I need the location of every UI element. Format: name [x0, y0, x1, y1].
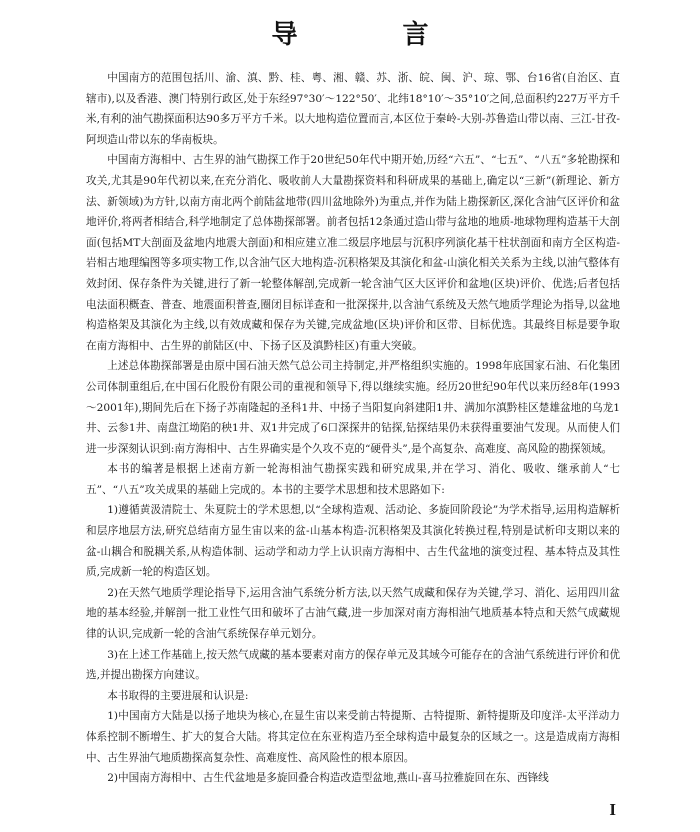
paragraph-thought-3: 3)在上述工作基础上,按天然气成藏的基本要素对南方的保存单元及其域今可能存在的含油气系统进行评价和优选,并提出勘探方向建议。	[86, 648, 620, 682]
paragraph-deployment: 上述总体勘探部署是由原中国石油天然气总公司主持制定,并严格组织实施的。1998年底国家石油、石化集团公司体制重组后,在中国石化股份有限公司的重视和领导下,得以继续实施。经历20世纪90年代以来历经8年(1993～2001年),期间先后在下扬子苏南隆起的圣科1井、中扬子当阳复向斜建阳1井、满加尔滇黔桂区楚雄盆地的乌龙1井、云参1井、南盘江坳陷的秧1井、双1井完成了6口深探井的钻探,钻探结果仍未获得重要油气发现。从而使人们进一步深刻认识到:南方海相中、古生界确实是个久攻不克的“硬骨头”,是个高复杂、高难度、高风险的勘探领域。	[86, 360, 620, 455]
paragraph-thought-2: 2)在天然气地质学理论指导下,运用含油气系统分析方法,以天然气成藏和保存为关键,学习、消化、运用四川盆地的基本经验,并解剖一批工业性气田和破坏了古油气藏,进一步加深对南方海相油气地质基本特点和天然气成藏规律的认识,完成新一轮的含油气系统保存单元划分。	[86, 586, 620, 641]
paragraph-book-intro: 本书的编著是根据上述南方新一轮海相油气勘探实践和研究成果,并在学习、消化、吸收、继承前人“七五”、“八五”攻关成果的基础上完成的。本书的主要学术思想和技术思路如下:	[86, 463, 620, 496]
paragraph-result-2: 2)中国南方海相中、古生代盆地是多旋回叠合构造改造型盆地,燕山-喜马拉雅旋回在东、西锋线	[107, 772, 549, 785]
page-number: I	[609, 800, 616, 819]
paragraph-thought-1: 1)遵循黄汲清院士、朱夏院士的学术思想,以“全球构造观、活动论、多旋回阶段论”为学术指导,运用构造解析和层序地层方法,研究总结南方显生宙以来的盆-山基本构造-沉积格架及其演化转换过程,特别是试析印支期以来的盆-山耦合和脱耦关系,从构造体制、运动学和动力学上认识南方海相中、古生代盆地的演变过程、基本特点及其性质,完成新一轮的构造区划。	[86, 504, 620, 579]
paragraph-results-intro: 本书取得的主要进展和认识是:	[107, 689, 249, 702]
paragraph-history: 中国南方海相中、古生界的油气勘探工作于20世纪50年代中期开始,历经“六五”、“七五”、“八五”多轮勘探和攻关,尤其是90年代初以来,在充分消化、吸收前人大量勘探资料和科研成果的基础上,确定以“三新”(新理论、新方法、新领域)为方针,以南方南北两个前陆盆地带(四川盆地除外)为重点,并作为陆上勘探新区,深化含油气区评价和盆地评价,将两者相结合,科学地制定了总体勘探部署。前者包括12条通过造山带与盆地的地质-地球物理构造基干大剖面(包括MT大剖面及盆地内地震大剖面)和相应建立准二级层序地层与沉积序列演化基干柱状剖面和南方全区构造-岩相古地理编图等多项实物工作,以含油气区大地构造-沉积格架及其演化和盆-山演化相关关系为主线,以油气整体有效封闭、保存条件为关键,进行了新一轮整体解剖,完成新一轮含油气区大区评价和盆地(区块)评价、优选;后者包括电法面积概查、普查、地震面积普查,圈闭目标详查和一批深探井,以含油气系统及天然气地质学理论为指导,以盆地构造格架及其演化为主线,以有效成藏和保存为关键,完成盆地(区块)评价和区带、目标优选。其最终目标是要争取在南方海相中、古生界的前陆区(中、下扬子区及滇黔桂区)有重大突破。	[86, 154, 620, 352]
paragraph-scope: 中国南方的范围包括川、渝、滇、黔、桂、粤、湘、赣、苏、浙、皖、闽、沪、琼、鄂、台16省(自治区、直辖市),以及香港、澳门特别行政区,处于东经97°30′～122°50′、北纬18°10′～35°10′之间,总面积约227万平方千米,有利的油气勘探面积达90多万平方千米。以大地构造位置而言,本区位于秦岭-大别-苏鲁造山带以南、三江-甘孜-阿坝造山带以东的华南板块。	[86, 72, 620, 146]
paragraph-result-1: 1)中国南方大陆是以扬子地块为核心,在显生宙以来受前古特提斯、古特提斯、新特提斯及印度洋-太平洋动力体系控制不断增生、扩大的复合大陆。将其定位在东亚构造乃至全球构造中最复杂的区域之一。这是造成南方海相中、古生界油气地质勘探高复杂性、高难度性、高风险性的根本原因。	[86, 710, 620, 764]
body-text	[86, 68, 620, 789]
page-title: 导 言	[271, 20, 477, 50]
